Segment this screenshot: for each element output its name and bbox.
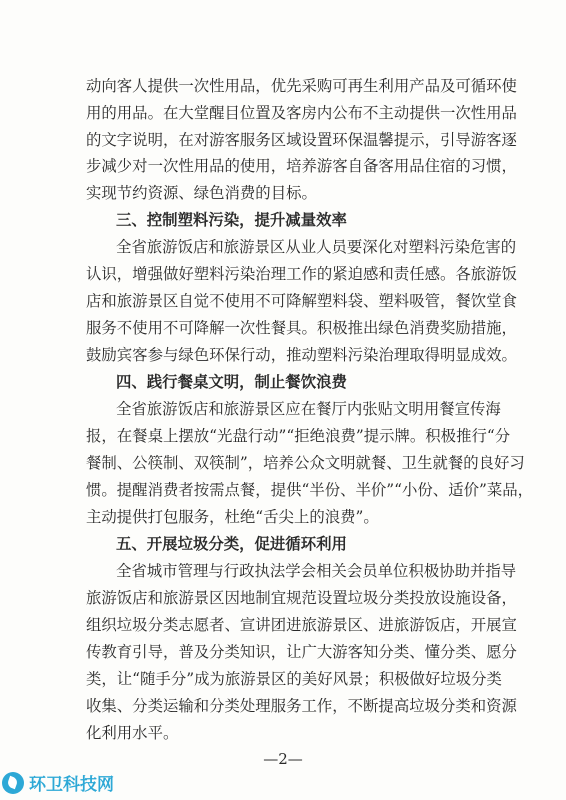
body-line: 收集、分类运输和分类处理服务工作，不断提高垃圾分类和资源: [86, 697, 517, 715]
body-line: 传教育引导，普及分类知识，让广大游客知分类、懂分类、愿分: [86, 643, 517, 661]
body-line: 步减少对一次性用品的使用，培养游客自备客用品住宿的习惯，: [86, 157, 517, 175]
watermark-text: 环卫科技网: [29, 775, 114, 795]
body-line: 实现节约资源、绿色消费的目标。: [86, 184, 317, 202]
body-line: 餐制、公筷制、双筷制”，培养公众文明就餐、卫生就餐的良好习: [86, 454, 525, 472]
body-line: 旅游饭店和旅游景区因地制宜规范设置垃圾分类投放设施设备，: [86, 589, 517, 607]
body-line: 用的用品。在大堂醒目位置及客房内公布不主动提供一次性用品: [86, 104, 517, 122]
body-line: 服务不使用不可降解一次性餐具。积极推出绿色消费奖励措施，: [86, 319, 517, 337]
body-line: 类，让“随手分”成为旅游景区的美好风景；积极做好垃圾分类: [86, 670, 502, 688]
body-line: 组织垃圾分类志愿者、宣讲团进旅游景区、进旅游饭店，开展宣: [86, 616, 517, 634]
body-line: 的文字说明，在对游客服务区域设置环保温馨提示，引导游客逐: [86, 131, 517, 149]
body-line: 认识，增强做好塑料污染治理工作的紧迫感和责任感。各旅游饭: [86, 265, 517, 283]
body-line: 化利用水平。: [86, 724, 179, 742]
section-heading: 三、控制塑料污染，提升减量效率: [116, 211, 347, 229]
section-heading: 四、践行餐桌文明，制止餐饮浪费: [116, 373, 347, 391]
leaf-logo-icon: [2, 772, 24, 794]
body-line: 惯。提醒消费者按需点餐，提供“半份、半价”“小份、适价”菜品，: [86, 481, 534, 499]
body-line: 主动提供打包服务，杜绝“舌尖上的浪费”。: [86, 508, 379, 526]
body-line: 全省旅游饭店和旅游景区从业人员要深化对塑料污染危害的: [116, 238, 517, 256]
body-line: 全省城市管理与行政执法学会相关会员单位积极协助并指导: [116, 562, 517, 580]
body-line: 报，在餐桌上摆放“光盘行动”“拒绝浪费”提示牌。积极推行“分: [86, 427, 511, 445]
body-line: 动向客人提供一次性用品，优先采购可再生利用产品及可循环使: [86, 77, 517, 95]
body-line: 鼓励宾客参与绿色环保行动，推动塑料污染治理取得明显成效。: [86, 346, 517, 364]
section-heading: 五、开展垃圾分类，促进循环利用: [116, 535, 347, 553]
body-line: 店和旅游景区自觉不使用不可降解塑料袋、塑料吸管，餐饮堂食: [86, 292, 517, 310]
watermark: [2, 770, 114, 795]
page-number: —2—: [263, 750, 303, 768]
body-line: 全省旅游饭店和旅游景区应在餐厅内张贴文明用餐宣传海: [116, 400, 501, 418]
